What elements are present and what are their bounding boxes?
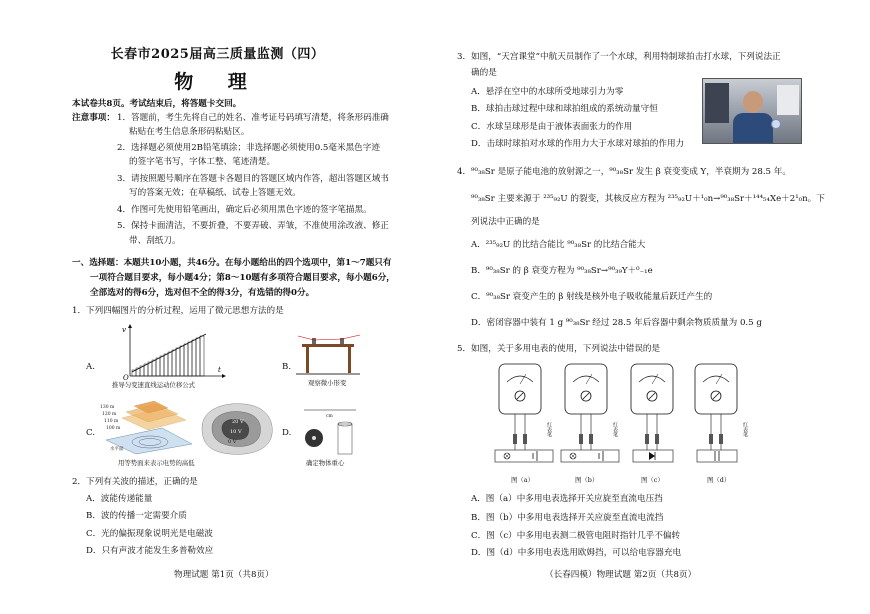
contour-map-figure (100, 398, 192, 456)
astronaut-photo (702, 78, 802, 144)
section-instructions: 全部选对的得6分，选对但不全的得3分，有选错的得0分。 (90, 288, 315, 298)
notice-line: 的签字笔书写，字体工整、笔迹清楚。 (129, 157, 276, 167)
height-label: 100 m (106, 426, 121, 431)
vt-graph-figure (108, 322, 228, 380)
multimeter-figure-d (689, 362, 757, 466)
height-label: 130 m (100, 405, 115, 410)
question-1: 1．下列四幅图片的分析过程，运用了微元思想方法的是 (72, 306, 284, 316)
q4-option-a: A．²³⁵₉₂U 的比结合能比 ⁹⁰₃₈Sr 的比结合能大 (471, 240, 646, 250)
q4-option-c: C．⁹⁰₃₈Sr 衰变产生的 β 射线是核外电子吸收能量后跃迁产生的 (471, 292, 713, 302)
v-axis-label: v (122, 326, 126, 334)
caption-d: 确定物体重心 (306, 459, 345, 467)
question-3: 确的是 (471, 68, 497, 78)
question-2: 2．下列有关波的描述，正确的是 (72, 477, 198, 487)
figure-caption-a: 图（a） (511, 476, 534, 484)
red-probe-label: 红表笔 (742, 422, 748, 437)
q1-option-a: A. (86, 362, 95, 372)
exam-title: 长春市2025届高三质量监测（四） (110, 47, 325, 62)
caption-b: 观察微小形变 (308, 379, 347, 387)
q1-option-b: B. (282, 362, 292, 372)
notice-intro: 本试卷共8页。考试结束后，将答题卡交回。 (72, 99, 242, 109)
page-footer: 物理试题 第1页（共8页） (174, 570, 274, 580)
question-5: 5．如图，关于多用电表的使用，下列说法中错误的是 (457, 344, 661, 354)
center-of-gravity-figure (300, 408, 360, 458)
notice-line: 4．作图可先使用铅笔画出，确定后必须用黑色字迹的签字笔描黑。 (117, 205, 372, 215)
multimeter-figure-c (625, 362, 689, 466)
q2-option-c: C．光的偏振现象说明光是电磁波 (86, 529, 213, 539)
question-4: 列说法中正确的是 (471, 217, 540, 227)
micro-deformation-figure (296, 334, 362, 376)
q3-option-b: B．球拍击球过程中球和球拍组成的系统动量守恒 (471, 104, 658, 114)
notice-line: 5．保持卡面清洁，不要折叠，不要弄破、弄皱，不准使用涂改液、修正 (117, 221, 389, 231)
volt-label: 0 V (228, 439, 237, 445)
q1-option-d: D. (282, 428, 292, 438)
q5-option-c: C．图（c）中多用电表测二极管电阻时指针几乎不偏转 (471, 531, 681, 541)
figure-caption-b: 图（b） (575, 476, 599, 484)
section-instructions: 一、选择题：本题共10小题，共46分。在每小题给出的四个选项中，第1～7题只有 (72, 258, 392, 268)
notice-line: 3．请按照题号顺序在答题卡各题目的答题区域内作答，超出答题区域书 (117, 174, 389, 184)
multimeter-figure-b (559, 362, 627, 466)
cm-label: cm (326, 414, 333, 419)
height-label: 120 m (102, 412, 117, 417)
q1-option-c: C. (86, 428, 96, 438)
q3-option-a: A．悬浮在空中的水球所受地球引力为零 (471, 87, 624, 97)
figure-caption-c: 图（c） (641, 476, 664, 484)
origin-label: O (123, 374, 129, 380)
caption-c: 用等势面来表示电势的高低 (118, 459, 195, 467)
q2-option-b: B．波的传播一定需要介质 (86, 511, 187, 521)
page-footer: （长春四模）物理试题 第2页（共8页） (545, 570, 697, 580)
right-page (435, 0, 870, 614)
volt-label: 10 V (230, 429, 242, 435)
question-4: ⁹⁰₃₈Sr 主要来源于 ²³⁵₉₂U 的裂变，其核反应方程为 ²³⁵₉₂U＋¹₀n→⁹⁰₃₈Sr＋¹⁴⁴₅₄Xe＋2¹₀n。下 (471, 194, 825, 204)
subject-title: 物 理 (174, 71, 261, 93)
q3-option-c: C．水球呈球形是由于液体表面张力的作用 (471, 122, 633, 132)
water-ball-icon (771, 119, 781, 129)
height-label: 110 m (104, 419, 119, 424)
notice-label: 注意事项： (72, 113, 115, 123)
q5-option-b: B．图（b）中多用电表选择开关应旋至直流电流挡 (471, 513, 664, 523)
question-4: 4．⁹⁰₃₈Sr 是原子能电池的放射源之一，⁹⁰₃₈Sr 发生 β 衰变变成 Y，半衰期为 28.5 年。 (457, 167, 791, 177)
plane-label: 水平面 (110, 447, 124, 452)
notice-line: 写的答案无效；在草稿纸、试卷上答题无效。 (129, 188, 301, 198)
q4-option-b: B．⁹⁰₃₈Sr 的 β 衰变方程为 ⁹⁰₃₈Sr→⁹⁰₃₉Y＋⁰₋₁e (471, 266, 653, 276)
q3-option-d: D．击球时球拍对水球的作用力大于水球对球拍的作用力 (471, 139, 685, 149)
q5-option-a: A．图（a）中多用电表选择开关应旋至直流电压挡 (471, 494, 663, 504)
equipotential-figure (196, 400, 276, 456)
q2-option-a: A．波能传递能量 (86, 494, 153, 504)
t-axis-label: t (218, 366, 221, 374)
volt-label: 20 V (232, 419, 244, 425)
notice-line: 1．答题前，考生先将自己的姓名、准考证号码填写清楚，将条形码准确 (117, 113, 389, 123)
q4-option-d: D．密闭容器中装有 1 g ⁹⁰₃₈Sr 经过 28.5 年后容器中剩余物质质量为 0.5 g (471, 318, 762, 328)
notice-line: 带、刮纸刀。 (129, 236, 181, 246)
red-probe-label: 红表笔 (612, 422, 618, 437)
q2-option-d: D．只有声波才能发生多普勒效应 (86, 546, 214, 556)
red-probe-label: 红表笔 (546, 422, 552, 437)
multimeter-figure-a (493, 362, 561, 466)
caption-a: 推导匀变速直线运动位移公式 (112, 381, 196, 389)
figure-caption-d: 图（d） (707, 476, 731, 484)
q5-option-d: D．图（d）中多用电表选用欧姆挡，可以给电容器充电 (471, 548, 682, 558)
section-instructions: 一项符合题目要求，每小题4分；第8～10题有多项符合题目要求，每小题6分， (90, 273, 395, 283)
notice-line: 粘贴在考生信息条形码粘贴区。 (129, 127, 250, 137)
notice-line: 2．选择题必须使用2B铅笔填涂；非选择题必须使用0.5毫米黑色字迹 (117, 143, 380, 153)
question-3: 3．如图，“天宫课堂”中航天员制作了一个水球，利用特制球拍击打水球，下列说法正 (457, 52, 781, 62)
